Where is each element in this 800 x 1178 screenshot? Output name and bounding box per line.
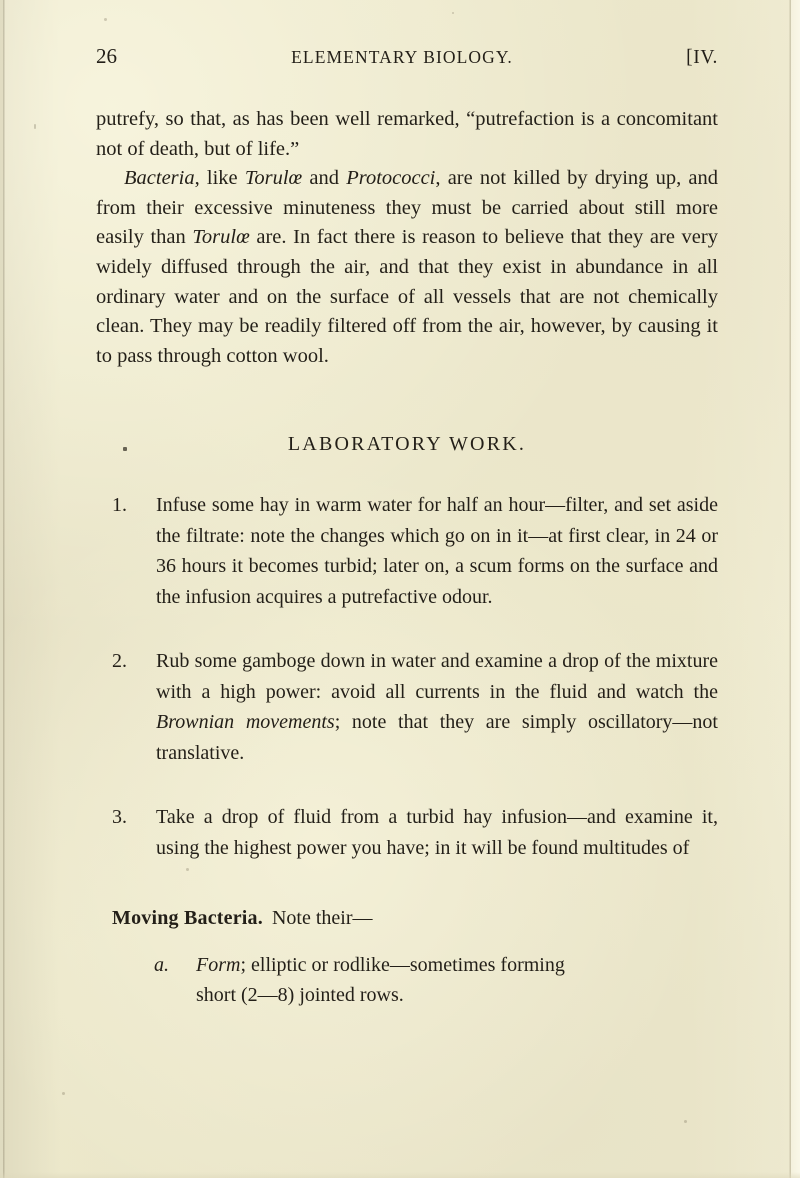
paragraph-2-run-6: , are not killed by drying up, and from their excessive minuteness they must be carried about still more easily than [96,167,718,249]
section-heading-text: LABORATORY WORK. [287,433,527,456]
term-form: Form [196,953,241,976]
scan-right-margin-artifact [791,0,800,1178]
list-item [96,490,718,612]
running-head-title: ELEMENTARY BIOLOGY. [291,47,513,67]
term-brownian-movements: Brownian movements [156,711,335,734]
scan-left-edge-line [3,0,5,1178]
paragraph-1-text: putrefy, so that, as has been well remarked, “putrefaction is a concomitant not of death, but of life.” [96,108,718,160]
paper-speck [34,124,36,129]
sub-list-item [96,950,718,1011]
paper-speck [452,12,454,14]
paragraph-2-run-2: , like [194,167,245,190]
page-number: 26 [96,44,117,68]
term-torulae-2: Torulœ [192,226,250,249]
subheading-moving-bacteria [96,903,718,934]
laboratory-work-list [96,490,718,863]
paragraph-2-run-8: are. In fact there is reason to believe that they are very widely diffused through the air, and that they exist in abundance in all ordinary water and on the surface of all vessels that are not chemically clean. They may be readily filtered off from the air, however, by causing it to pass through cotton wool. [96,226,718,367]
sub-list-item-letter: a. [154,953,169,976]
list-item [96,646,718,768]
list-item-2-run-3: ; note that they are simply oscillatory—not translative. [156,711,718,764]
page-content [96,44,718,1011]
list-item-text: Take a drop of fluid from a turbid hay infusion—and examine it, using the highest power you have; in it will be found multitudes of [156,806,718,859]
ink-dot-mark [123,447,127,451]
list-item-number: 2. [112,650,127,673]
list-item-text [156,646,718,768]
section-heading [96,433,718,456]
subheading-lead-in: Note their— [271,907,373,930]
list-item-number: 1. [112,494,127,517]
running-head [96,44,718,69]
chapter-signature: [IV. [686,47,718,68]
sub-list-item-text [196,950,718,1011]
term-protococci: Protococci [346,167,436,190]
paper-speck [104,18,107,21]
term-bacteria: Bacteria [124,167,195,190]
term-torulae-1: Torulœ [244,167,303,190]
paper-speck [684,1120,687,1123]
sub-item-run-3: short (2—8) jointed rows. [196,984,404,1007]
paragraph-2-run-4: and [302,167,347,190]
sub-item-run-2: ; elliptic or rodlike—sometimes forming [240,953,565,976]
list-item [96,802,718,863]
list-item-2-run-1: Rub some gamboge down in water and examine a drop of the mixture with a high power: avoid all currents in the fluid and watch the [156,650,718,703]
subheading-label: Moving Bacteria. [112,907,263,930]
list-item-number: 3. [112,806,127,829]
scan-bottom-shadow [0,1172,800,1178]
list-item-text: Infuse some hay in warm water for half an hour—filter, and set aside the filtrate: note the changes which go on in it—at first clear, in 24 or 36 hours it becomes turbid; later on, a scum forms on the surface and the infusion acquires a putrefactive odour. [156,494,718,608]
paper-speck [62,1092,65,1095]
paragraph-bacteria [96,164,718,371]
paragraph-continuation [96,105,718,164]
